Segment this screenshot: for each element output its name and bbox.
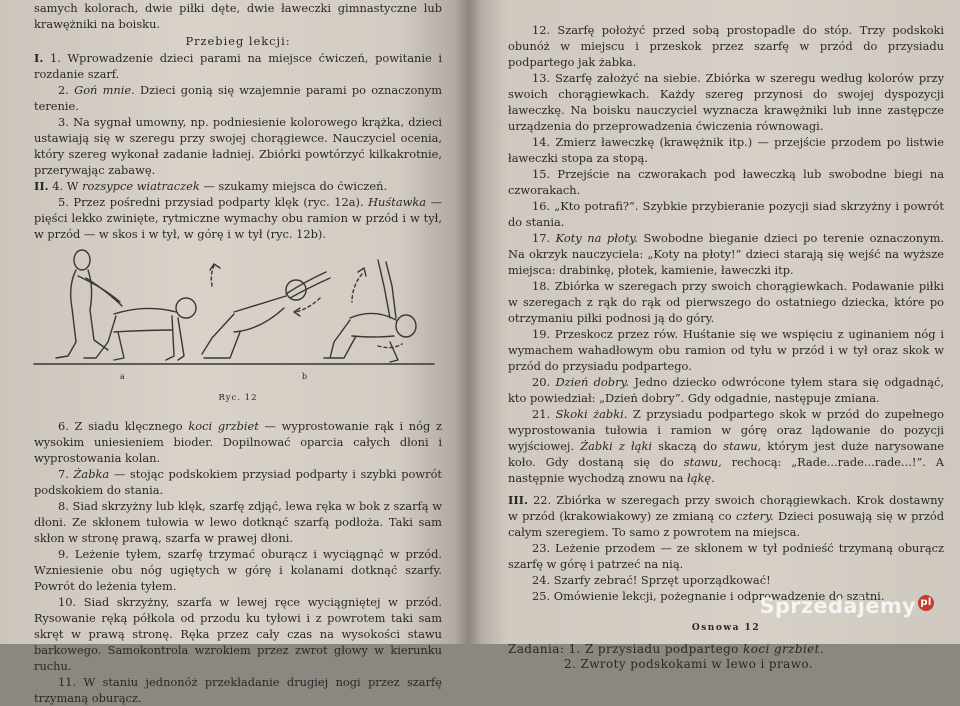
- paragraph-3: 3. Na sygnał umowny, np. podniesienie kolorowego krążka, dzieci ustawiają się w szeregu przy swojej chorągiewce. Nauczyciel ocenia, który szereg wykonał zadanie ładniej. Zbiórki powtórzyć kilkakrotnie, przerywając zabawę.: [34, 115, 442, 177]
- paragraph-9: 9. Leżenie tyłem, szarfę trzymać oburącz i wyciągnąć w przód. Wzniesienie obu nóg ugiętych w górę i kolanami dotknąć szarfy. Powrót do leżenia tyłem.: [34, 547, 442, 593]
- p21-text-a: Z przysiadu podpartego skok w przód do zupełnego wyprostowania tułowia i ramion w górę oraz lądowanie do pozycji wyjściowej.: [508, 407, 944, 453]
- p1-text: 1. Wprowadzenie dzieci parami na miejsce ćwiczeń, powitanie i rozdanie szarf.: [34, 51, 443, 81]
- paragraph-19: 19. Przeskocz przez rów. Huśtanie się we wspięciu z uginaniem nóg i wymachem wahadłowym obu ramion od tyłu w przód i w tył oraz skok w przód do przysiadu podpartego.: [508, 327, 944, 373]
- osnowa-heading: Osnowa 12: [691, 623, 761, 633]
- section-heading: Przebieg lekcji:: [185, 34, 291, 48]
- paragraph-12: 12. Szarfę położyć przed sobą prostopadle do stóp. Trzy podskoki obunóż w miejscu i przeskok przez szarfę w przód do przysiadu podpartego jak żabka.: [508, 23, 944, 69]
- watermark-badge: pl: [918, 595, 934, 611]
- paragraph-23: 23. Leżenie przodem — ze skłonem w tył podnieść trzymaną oburącz szarfę w górę i patrzeć na nią.: [508, 541, 944, 571]
- paragraph-6: [34, 418, 442, 466]
- zadania-line-2: 2. Zwroty podskokami w lewo i prawo.: [564, 657, 814, 671]
- p21-text-d: którym jest duże narysowane koło. Gdy dostaną się do: [508, 439, 945, 469]
- paragraph-25: 25. Omówienie lekcji, pożegnanie i odprowadzenie do szatni.: [532, 589, 885, 603]
- watermark-logo: [760, 594, 935, 618]
- p7-text: — stojąc podskokiem przysiad podparty i szybki powrót podskokiem do stania.: [34, 467, 443, 497]
- right-page: [468, 0, 960, 671]
- p21-num: 21.: [532, 407, 551, 421]
- p21-em-3: stawu,: [723, 439, 762, 453]
- p17-title: Koty na płoty.: [555, 231, 638, 245]
- p6-num: 6. Z siadu klęcznego: [58, 419, 183, 433]
- left-page: [0, 0, 468, 705]
- paragraph-5: [34, 194, 442, 242]
- paragraph-18: 18. Zbiórka w szeregach przy swoich chorągiewkach. Podawanie piłki w szeregach z rąk do rąk od pierwszego do ostatniego dziecka, które po otrzymaniu piłki podnosi ją do góry.: [508, 279, 944, 325]
- section-num-1: I.: [34, 51, 44, 65]
- paragraph-10: 10. Siad skrzyżny, szarfa w lewej ręce wyciągniętej w przód. Rysowanie ręką półkola od przodu ku tyłowi i z powrotem taki sam skręt w prawą stronę. Ręka przez cały czas na wysokości stawu barkowego. Samokontrola wzrokiem przez zwrot głowy w kierunku ruchu.: [34, 595, 442, 673]
- paragraph-4: [34, 178, 442, 194]
- p2-title: Goń mnie.: [74, 83, 135, 97]
- p21-text-e: rechocą: „Rade...rade...rade...!”. A następnie wychodzą znowu na: [508, 455, 944, 485]
- intro-line: samych kolorach, dwie piłki dęte, dwie ławeczki gimnastyczne lub krawężniki na boisku.: [34, 1, 442, 31]
- paragraph-7: [34, 466, 442, 498]
- p5-text-a: 5. Przez pośredni przysiad podparty klęk (ryc. 12a).: [58, 195, 364, 209]
- paragraph-13: 13. Szarfę założyć na siebie. Zbiórka w szeregu według kolorów przy swoich chorągiewkach. Każdy szereg przynosi do swojej dyspozycji ławeczkę. Na boisku nauczyciel wyznacza krawężniki lub inne zastępcze urządzenia do przeprowadzenia ćwiczenia równowagi.: [508, 71, 944, 133]
- paragraph-17: [508, 230, 944, 278]
- p6-text: — wyprostowanie rąk i nóg z wysokim uniesieniem bioder. Dopilnować oparcia całych dłoni i wyprostowania kolan.: [34, 419, 442, 465]
- p4-text: — szukamy miejsca do ćwiczeń.: [203, 179, 388, 193]
- section-num-3: III.: [508, 493, 528, 507]
- figure-label-b: b: [302, 372, 308, 381]
- p22-text-a: 22. Zbiórka w szeregach przy swoich chorągiewkach. Krok dostawny w przód (krakowiakowy) ze zmianą co: [508, 493, 944, 523]
- p7-num: 7.: [58, 467, 69, 481]
- paragraph-24: 24. Szarfy zebrać! Sprzęt uporządkować!: [532, 573, 771, 587]
- paragraph-20: [508, 374, 944, 406]
- p17-num: 17.: [532, 231, 551, 245]
- paragraph-15: 15. Przejście na czworakach pod ławeczką lub swobodne biegi na czworakach.: [508, 167, 944, 197]
- figure-caption: Ryc. 12: [218, 393, 258, 403]
- paragraph-21: [508, 406, 944, 486]
- p6-title: koci grzbiet: [188, 419, 259, 433]
- p20-text: Jedno dziecko odwrócone tyłem stara się odgadnąć, kto powiedział: „Dzień dobry”. Gdy odgadnie, następuje zmiana.: [508, 375, 945, 405]
- figure-labels: [34, 372, 442, 388]
- p4-num: 4. W: [52, 179, 79, 193]
- paragraph-22: [508, 492, 944, 540]
- section-num-2: II.: [34, 179, 49, 193]
- p7-title: Żabka: [73, 467, 110, 481]
- p5-title: Huśtawka: [368, 195, 427, 209]
- zad1-em: koci grzbiet.: [743, 642, 825, 656]
- p20-title: Dzień dobry.: [555, 375, 630, 389]
- exercise-figure: [34, 246, 434, 372]
- p2-num: 2.: [58, 83, 69, 97]
- p4-title: rozsypce wiatraczek: [82, 179, 200, 193]
- p21-title: Skoki żabki.: [555, 407, 628, 421]
- p2-text: Dzieci gonią się wzajemnie parami po oznaczonym terenie.: [34, 83, 442, 113]
- paragraph-16: 16. „Kto potrafi?”. Szybkie przybieranie pozycji siad skrzyżny i powrót do stania.: [508, 199, 944, 229]
- paragraph-11: 11. W staniu jednonóż przekładanie drugiej nogi przez szarfę trzymaną oburącz.: [34, 675, 442, 705]
- paragraph-14: 14. Zmierz ławeczkę (krawężnik itp.) — przejście przodem po listwie ławeczki stopa za stopą.: [508, 135, 944, 165]
- book-gutter: [455, 0, 481, 644]
- p22-em: cztery.: [735, 509, 774, 523]
- zadania-line-1: [508, 642, 944, 657]
- p20-num: 20.: [532, 375, 551, 389]
- p21-em-2: Żabki z łąki: [580, 439, 653, 453]
- p21-text-c: skaczą do: [658, 439, 718, 453]
- p17-text: Swobodne bieganie dzieci po terenie oznaczonym. Na okrzyk nauczyciela: „Koty na płoty!” dzieci starają się wejść na wyższe miejsca: drabinkę, płotek, kamienie, ławeczki itp.: [508, 231, 945, 277]
- watermark-text: Sprzedajemy: [759, 594, 916, 618]
- figure-label-a: a: [120, 372, 125, 381]
- paragraph-8: 8. Siad skrzyżny lub klęk, szarfę zdjąć, lewa ręka w bok z szarfą w dłoni. Ze skłonem tułowia w lewo dotknąć szarfą podłoża. Taki sam skłon w stronę prawą, szarfa w prawej dłoni.: [34, 499, 442, 545]
- p5-text-b: — pięści lekko zwinięte, rytmiczne wymachy obu ramion w przód i w tył, w przód — w skos i w tył, w górę i w tył (ryc. 12b).: [34, 195, 442, 241]
- paragraph-2: [34, 82, 442, 114]
- p22-text-b: Dzieci posuwają się w przód całym szeregiem. To samo z powrotem na miejsca.: [508, 509, 945, 539]
- p21-em-5: łąkę.: [687, 471, 715, 485]
- paragraph-1: [34, 50, 442, 82]
- p21-em-4: stawu,: [683, 455, 722, 469]
- zad1-text: Zadania: 1. Z przysiadu podpartego: [508, 642, 739, 656]
